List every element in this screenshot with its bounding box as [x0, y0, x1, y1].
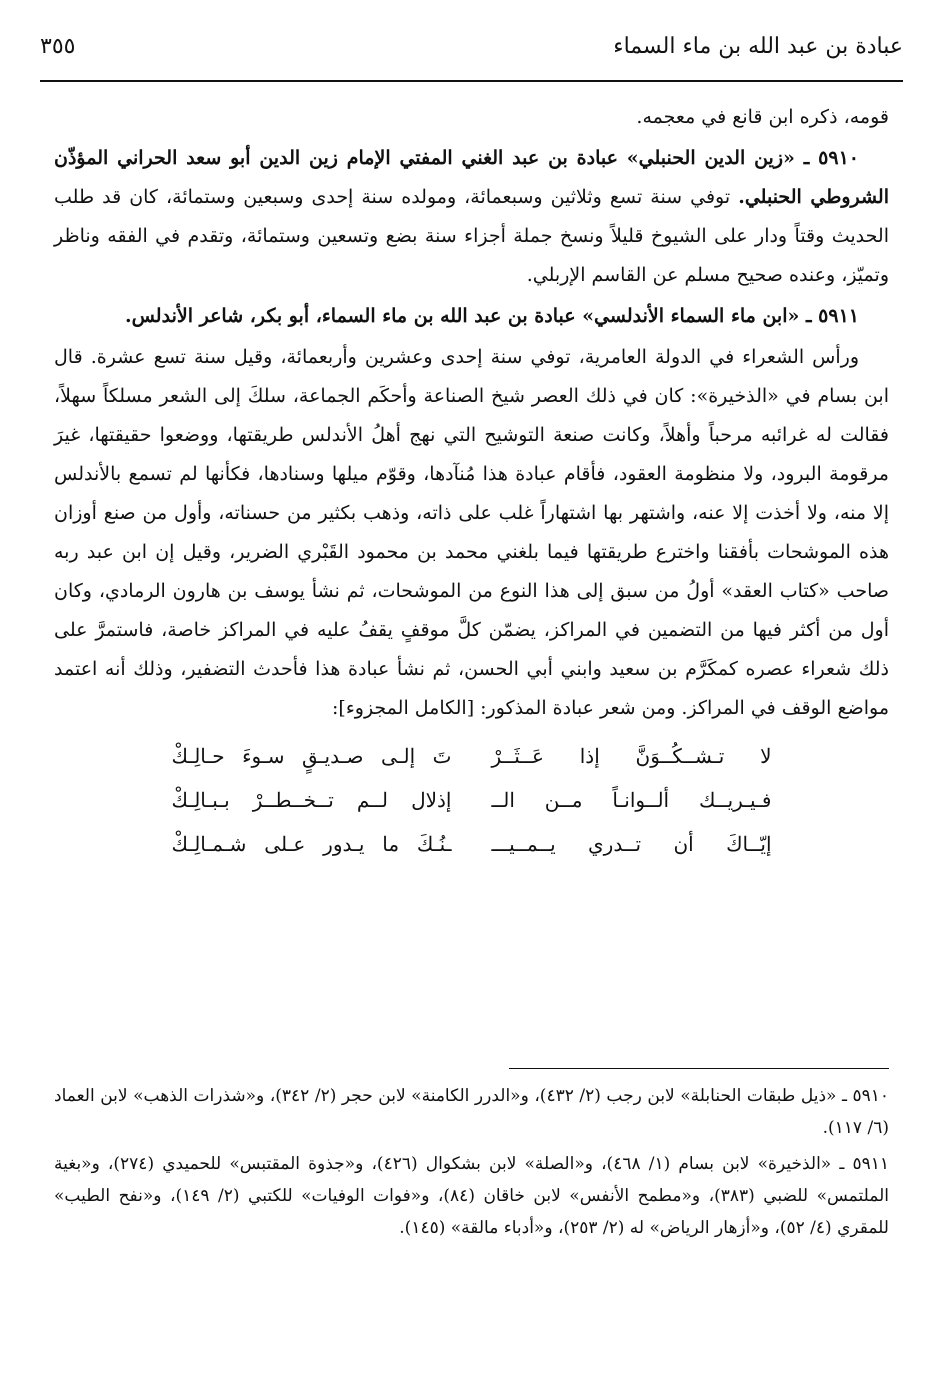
entry-5911-text: ورأس الشعراء في الدولة العامرية، توفي سنة إحدى وعشرين وأربعمائة، وقيل سنة تسع عشرة. قال ابن بسام في «الذخيرة»: كان في ذلك العصر شيخ الصناعة وأحكَم الجماعة، سلكَ إلى الشعر مسلكاً سهلاً، فقالت له غرائبه مرحباً وأهلاً، وكانت صنعة التوشيح التي نهج أهلُ الأندلس طريقتها، ووضعوا حقيقتها، غيرَ مرقومة البرود، ولا منظومة العقود، فأقام عبادة هذا مُنآدها، وقوّم ميلها وسنادها، فكأنها لم تسمع بالأندلس إلا منه، ولا أخذت إلا عنه، واشتهر بها اشتهاراً غلب على ذاته، وذهب بكثير من حسناته، وأول من صنع أوزان هذه الموشحات بأفقنا واخترع طريقتها فيما بلغني محمد بن محمود القَبْري الضرير، وقيل إن ابن عبد ربه صاحب «كتاب العقد» أولُ من سبق إلى هذا النوع من الموشحات، ثم نشأ يوسف بن هارون الرمادي، وكان أول من أكثر فيها من التضمين في المراكز، يضمّن كلَّ موقفٍ يقفُ عليه في المراكز خاصة، فاستمرَّ على ذلك شعراء عصره كمكَرَّم بن سعيد وابني أبي الحسن، ثم نشأ عبادة هذا فأحدث التضفير، وذلك أنه اعتمد مواضع الوقف في المراكز. ومن شعر عبادة المذكور: [الكامل المجزوء]: [54, 346, 889, 719]
poem-verse [172, 778, 772, 822]
poem [172, 734, 772, 866]
entry-5910-text: توفي سنة تسع وثلاثين وسبعمائة، ومولده سنة إحدى وسبعين وستمائة، كان قد طلب الحديث وقتاً ودار على الشيوخ قليلاً ونسخ جملة أجزاء سنة بضع وتسعين وستمائة، وتقدم في الفقه وناظر وتميّز، وعنده صحيح مسلم عن القاسم الإربلي. [54, 186, 889, 286]
poem-verse [172, 822, 772, 866]
page-number: ٣٥٥ [40, 34, 76, 59]
verse-second-half: ـنُـكَ ما يـدور عـلى شـمـالِـكْ [171, 832, 452, 856]
running-title: عبادة بن عبد الله بن ماء السماء [613, 34, 903, 59]
verse-first-half: إيّــاكَ أن تــدري يــمــيـــ [491, 832, 772, 856]
entry-5910-heading: ٥٩١٠ ـ «زين الدين الحنبلي» عبادة بن عبد الغني المفتي الإمام زين الدين أبو سعد الحراني المؤذّن الشروطي الحنبلي. [54, 147, 890, 208]
verse-second-half: إذلال لــم تــخــطــرْ بـبـالِـكْ [171, 788, 452, 812]
verse-first-half: فـيـريــك ألــوانـاً مــن الــ [491, 788, 772, 812]
page-header [40, 28, 903, 76]
footnote-5911: ٥٩١١ ـ «الذخيرة» لابن بسام (١/ ٤٦٨)، و«الصلة» لابن بشكوال (٤٢٦)، و«جذوة المقتبس» للحميدي (٢٧٤)، و«بغية الملتمس» للضبي (٣٨٣)، و«مطمح الأنفس» لابن خاقان (٨٤)، و«فوات الوفيات» للكتبي (٢/ ١٤٩)، و«نفح الطيب» للمقري (٤/ ٥٢)، و«أزهار الرياض» له (٢/ ٢٥٣)، و«أدباء مالقة» (١٤٥). [54, 1154, 889, 1238]
footnotes [54, 1080, 889, 1248]
verse-first-half: لا تـشــكُــوَنَّ إذا عَــثَــرْ [491, 744, 772, 768]
entry-5910 [54, 139, 889, 295]
poem-verse [172, 734, 772, 778]
main-text [54, 98, 889, 866]
continuation-paragraph: قومه، ذكره ابن قانع في معجمه. [636, 106, 889, 128]
header-rule [40, 80, 903, 82]
verse-second-half: تَ إلـى صـديـقٍ سـوءَ حـالِـكْ [171, 744, 452, 768]
footnote-5910: ٥٩١٠ ـ «ذيل طبقات الحنابلة» لابن رجب (٢/ ٤٣٢)، و«الدرر الكامنة» لابن حجر (٢/ ٣٤٢)، و«شذرات الذهب» لابن العماد (٦/ ١١٧). [54, 1086, 889, 1138]
footnote-rule [509, 1068, 889, 1069]
entry-5911-heading: ٥٩١١ ـ «ابن ماء السماء الأندلسي» عبادة بن عبد الله بن ماء السماء، أبو بكر، شاعر الأندلس. [124, 305, 859, 327]
